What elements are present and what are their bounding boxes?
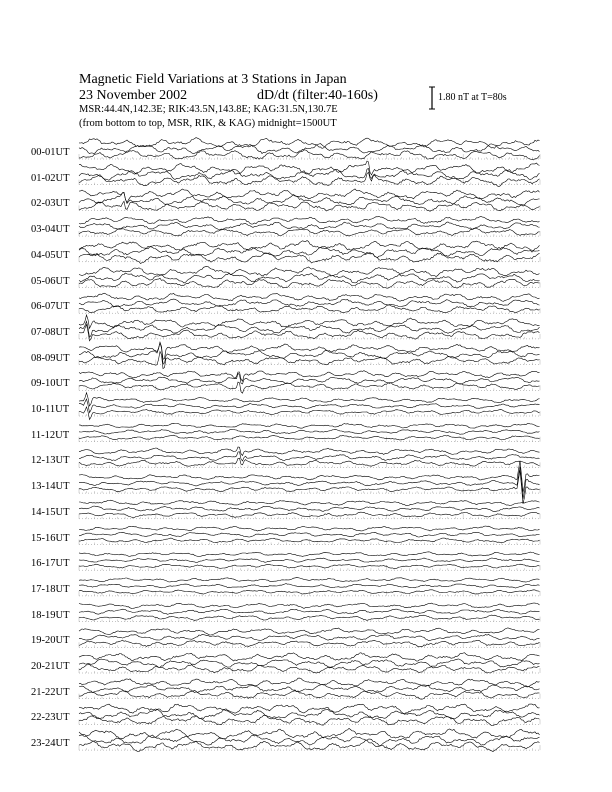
- row-label: 13-14UT: [31, 481, 70, 493]
- chart-date: 23 November 2002: [79, 88, 188, 103]
- trace-rik: [79, 709, 540, 719]
- trace-rik: [79, 506, 540, 512]
- trace-rik: [79, 609, 540, 614]
- row-label: 22-23UT: [31, 712, 70, 724]
- trace-kag: [79, 241, 540, 251]
- trace-rik: [79, 246, 540, 257]
- trace-kag: [79, 423, 540, 428]
- trace-msr: [79, 590, 540, 594]
- row-label: 05-06UT: [31, 275, 70, 287]
- trace-msr: [79, 458, 540, 466]
- station-coordinates: MSR:44.4N,142.3E; RIK:43.5N,143.8E; KAG:31.5N,130.7E: [79, 104, 338, 115]
- trace-kag: [79, 704, 540, 714]
- trace-kag: [79, 526, 540, 531]
- trace-msr: [79, 664, 540, 673]
- row-label: 21-22UT: [31, 686, 70, 698]
- row-label: 00-01UT: [31, 147, 70, 158]
- trace-rik: [79, 532, 540, 537]
- row-label: 09-10UT: [31, 378, 70, 390]
- trace-rik: [79, 684, 540, 692]
- trace-msr: [79, 435, 540, 440]
- row-label: 12-13UT: [31, 455, 70, 467]
- trace-rik: [79, 273, 540, 283]
- row-label: 17-18UT: [31, 583, 70, 595]
- row-label: 01-02UT: [31, 172, 70, 184]
- row-label: 16-17UT: [31, 558, 70, 570]
- trace-rik: [79, 558, 540, 562]
- trace-msr: [79, 407, 540, 420]
- row-label: 07-08UT: [31, 326, 70, 338]
- trace-rik: [79, 299, 540, 307]
- trace-rik: [79, 144, 540, 154]
- chart-title: Magnetic Field Variations at 3 Stations in Japan: [79, 72, 347, 87]
- trace-kag: [79, 728, 540, 739]
- trace-rik: [79, 634, 540, 640]
- trace-msr: [79, 512, 540, 518]
- trace-rik: [79, 467, 540, 499]
- row-label: 10-11UT: [31, 404, 70, 415]
- trace-kag: [79, 653, 540, 661]
- trace-kag: [79, 342, 540, 359]
- trace-msr: [79, 538, 540, 543]
- trace-kag: [79, 578, 540, 583]
- row-label: 04-05UT: [31, 249, 70, 261]
- trace-rik: [79, 584, 540, 588]
- row-label: 14-15UT: [31, 506, 70, 518]
- row-label: 19-20UT: [31, 635, 70, 647]
- trace-rik: [79, 168, 540, 180]
- trace-msr: [79, 382, 540, 393]
- row-label: 15-16UT: [31, 532, 70, 544]
- trace-kag: [79, 216, 540, 224]
- row-label: 06-07UT: [31, 301, 70, 313]
- trace-msr: [79, 564, 540, 568]
- chart-component: dD/dt (filter:40-160s): [257, 88, 378, 103]
- trace-kag: [79, 447, 540, 456]
- trace-rik: [79, 659, 540, 668]
- row-label: 03-04UT: [31, 224, 70, 236]
- row-label: 08-09UT: [31, 352, 70, 364]
- trace-kag: [79, 628, 540, 635]
- trace-kag: [79, 552, 540, 557]
- row-label: 11-12UT: [31, 429, 70, 441]
- trace-rik: [79, 452, 540, 461]
- row-label: 02-03UT: [31, 198, 70, 210]
- trace-kag: [79, 500, 540, 505]
- trace-kag: [79, 266, 540, 276]
- row-label: 20-21UT: [31, 661, 70, 672]
- trace-kag: [79, 138, 540, 149]
- scale-label: 1.80 nT at T=80s: [438, 92, 507, 103]
- trace-rik: [79, 429, 540, 434]
- trace-msr: [79, 715, 540, 725]
- trace-kag: [79, 603, 540, 608]
- row-label: 18-19UT: [31, 609, 70, 621]
- row-label: 23-24UT: [31, 738, 70, 750]
- trace-rik: [79, 373, 540, 384]
- station-order-note: (from bottom to top, MSR, RIK, & KAG) midnight=1500UT: [79, 118, 337, 129]
- trace-kag: [79, 293, 540, 301]
- trace-kag: [79, 393, 540, 406]
